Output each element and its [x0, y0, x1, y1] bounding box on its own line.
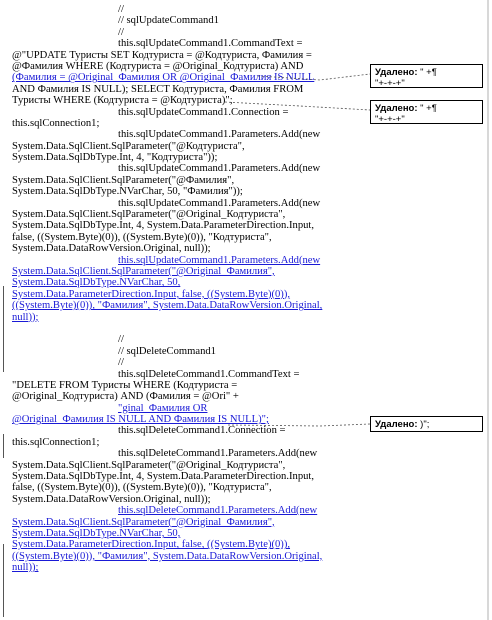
change-bar	[3, 434, 4, 458]
code-text: // sqlDeleteCommand1	[118, 345, 216, 357]
code-text: Туристы WHERE (Кодтуриста = @Кодтуриста)";	[12, 95, 233, 107]
code-line	[12, 505, 367, 516]
balloon-text-2: "+-+-+"	[375, 78, 405, 89]
inserted-text: System.Data.SqlClient.SqlParameter("@Original_Фамилия",	[12, 265, 275, 277]
code-text: System.Data.SqlDbType.Int, 4, System.Data.ParameterDirection.Input,	[12, 220, 314, 232]
balloon-label: Удалено:	[375, 419, 418, 430]
change-bar	[3, 286, 4, 372]
code-line	[12, 72, 367, 83]
code-line	[12, 471, 367, 482]
code-text: this.sqlConnection1;	[12, 436, 100, 448]
code-text: false, ((System.Byte)(0)), ((System.Byte)(0)), "Кодтуриста",	[12, 482, 272, 494]
code-text: //	[118, 334, 124, 346]
code-line	[12, 27, 367, 38]
code-line	[12, 15, 367, 26]
code-text: //	[118, 4, 124, 15]
code-text: //	[118, 26, 124, 38]
code-text: this.sqlDeleteCommand1.Parameters.Add(new	[118, 448, 318, 460]
balloon-label: Удалено:	[375, 67, 418, 78]
code-line	[12, 334, 367, 345]
code-line	[12, 232, 367, 243]
code-line	[12, 175, 367, 186]
code-line	[12, 61, 367, 72]
code-line	[12, 266, 367, 277]
inserted-text: ((System.Byte)(0)), "Фамилия", System.Data.DataRowVersion.Original,	[12, 550, 323, 562]
code-line	[12, 141, 367, 152]
code-text: System.Data.SqlClient.SqlParameter("@Original_Кодтуриста",	[12, 459, 286, 471]
code-line	[12, 277, 367, 288]
code-text: this.sqlUpdateCommand1.Parameters.Add(new	[118, 197, 321, 209]
document-body	[12, 4, 367, 574]
code-line	[12, 95, 367, 106]
code-line	[12, 300, 367, 311]
code-line	[12, 255, 367, 266]
inserted-text: this.sqlDeleteCommand1.Parameters.Add(new	[118, 505, 318, 517]
code-line	[12, 403, 367, 414]
balloon-text: )";	[420, 419, 430, 430]
code-text: System.Data.SqlDbType.Int, 4, "Кодтуриста"));	[12, 152, 218, 164]
code-line	[12, 357, 367, 368]
code-line	[12, 460, 367, 471]
code-line	[12, 562, 367, 573]
code-line	[12, 414, 367, 425]
code-text: this.sqlUpdateCommand1.Parameters.Add(new	[118, 163, 321, 175]
code-line	[12, 369, 367, 380]
code-text: System.Data.SqlClient.SqlParameter("@Кодтуриста",	[12, 140, 245, 152]
code-line	[12, 186, 367, 197]
code-line	[12, 312, 367, 323]
code-text: System.Data.DataRowVersion.Original, null));	[12, 493, 211, 505]
inserted-text: System.Data.SqlClient.SqlParameter("@Original_Фамилия",	[12, 516, 275, 528]
code-text: false, ((System.Byte)(0)), ((System.Byte)(0)), "Кодтуриста",	[12, 231, 272, 243]
code-text: @"UPDATE Туристы SET Кодтуриста = @Кодтуриста, Фамилия =	[12, 49, 312, 61]
code-line	[12, 551, 367, 562]
code-line	[12, 380, 367, 391]
balloon-label: Удалено:	[375, 103, 418, 114]
code-text: this.sqlUpdateCommand1.Connection =	[118, 106, 289, 118]
code-text: "DELETE FROM Туристы WHERE (Кодтуриста =	[12, 379, 238, 391]
blank-line	[12, 323, 367, 334]
code-line	[12, 437, 367, 448]
code-text: System.Data.SqlDbType.Int, 4, System.Data.ParameterDirection.Input,	[12, 471, 314, 483]
code-line	[12, 528, 367, 539]
code-line	[12, 448, 367, 459]
code-text: System.Data.SqlClient.SqlParameter("@Original_Кодтуриста",	[12, 209, 286, 221]
inserted-text: "ginal_Фамилия OR	[118, 402, 208, 414]
comment-balloon[interactable]	[370, 416, 483, 432]
inserted-text: null));	[12, 562, 39, 574]
code-text: this.sqlUpdateCommand1.Parameters.Add(new	[118, 129, 321, 141]
code-line	[12, 163, 367, 174]
inserted-text: System.Data.SqlDbType.NVarChar, 50,	[12, 277, 181, 289]
comment-balloon[interactable]	[370, 100, 483, 124]
code-line	[12, 129, 367, 140]
delete-command-block	[12, 334, 367, 573]
code-line	[12, 391, 367, 402]
code-line	[12, 50, 367, 61]
inserted-text: System.Data.ParameterDirection.Input, false, ((System.Byte)(0)),	[12, 539, 291, 551]
balloon-text: " +¶	[420, 67, 437, 78]
code-line	[12, 107, 367, 118]
code-line	[12, 539, 367, 550]
code-text: AND Фамилия IS NULL); SELECT Кодтуриста, Фамилия FROM	[12, 83, 304, 95]
code-line	[12, 198, 367, 209]
code-line	[12, 482, 367, 493]
code-text: this.sqlConnection1;	[12, 117, 100, 129]
code-text: System.Data.DataRowVersion.Original, null));	[12, 243, 211, 255]
code-line	[12, 4, 367, 15]
code-line	[12, 346, 367, 357]
inserted-text: ((System.Byte)(0)), "Фамилия", System.Data.DataRowVersion.Original,	[12, 300, 323, 312]
inserted-text: @Original_Фамилия IS NULL AND Фамилия IS NULL)";	[12, 414, 269, 426]
inserted-text: null));	[12, 311, 39, 323]
code-line	[12, 209, 367, 220]
code-line	[12, 118, 367, 129]
inserted-text: this.sqlUpdateCommand1.Parameters.Add(new	[118, 254, 321, 266]
code-text: @Фамилия WHERE (Кодтуриста = @Original_Кодтуриста) AND	[12, 60, 304, 72]
code-text: this.sqlUpdateCommand1.CommandText =	[118, 38, 303, 50]
code-line	[12, 494, 367, 505]
code-line	[12, 152, 367, 163]
page-edge	[487, 0, 489, 620]
code-text: // sqlUpdateCommand1	[118, 15, 219, 27]
code-line	[12, 243, 367, 254]
code-line	[12, 517, 367, 528]
update-command-block	[12, 4, 367, 323]
balloon-text-2: "+-+-+"	[375, 114, 405, 125]
code-text: @Original_Кодтуриста) AND (Фамилия = @Ori" +	[12, 391, 239, 403]
code-text: System.Data.SqlDbType.NVarChar, 50, "Фамилия"));	[12, 186, 243, 198]
code-text: this.sqlDeleteCommand1.Connection =	[118, 425, 286, 437]
inserted-text: (Фамилия = @Original_Фамилия OR @Original_Фамилия IS NULL	[12, 72, 315, 84]
code-text: this.sqlDeleteCommand1.CommandText =	[118, 368, 300, 380]
inserted-text: System.Data.SqlDbType.NVarChar, 50,	[12, 527, 181, 539]
code-line	[12, 84, 367, 95]
comment-balloon[interactable]	[370, 64, 483, 88]
balloon-text: " +¶	[420, 103, 437, 114]
code-line	[12, 220, 367, 231]
code-line	[12, 425, 367, 436]
code-line	[12, 289, 367, 300]
code-text: System.Data.SqlClient.SqlParameter("@Фамилия",	[12, 174, 235, 186]
code-line	[12, 38, 367, 49]
inserted-text: System.Data.ParameterDirection.Input, false, ((System.Byte)(0)),	[12, 288, 291, 300]
code-text: //	[118, 357, 124, 369]
change-bar	[3, 544, 4, 617]
